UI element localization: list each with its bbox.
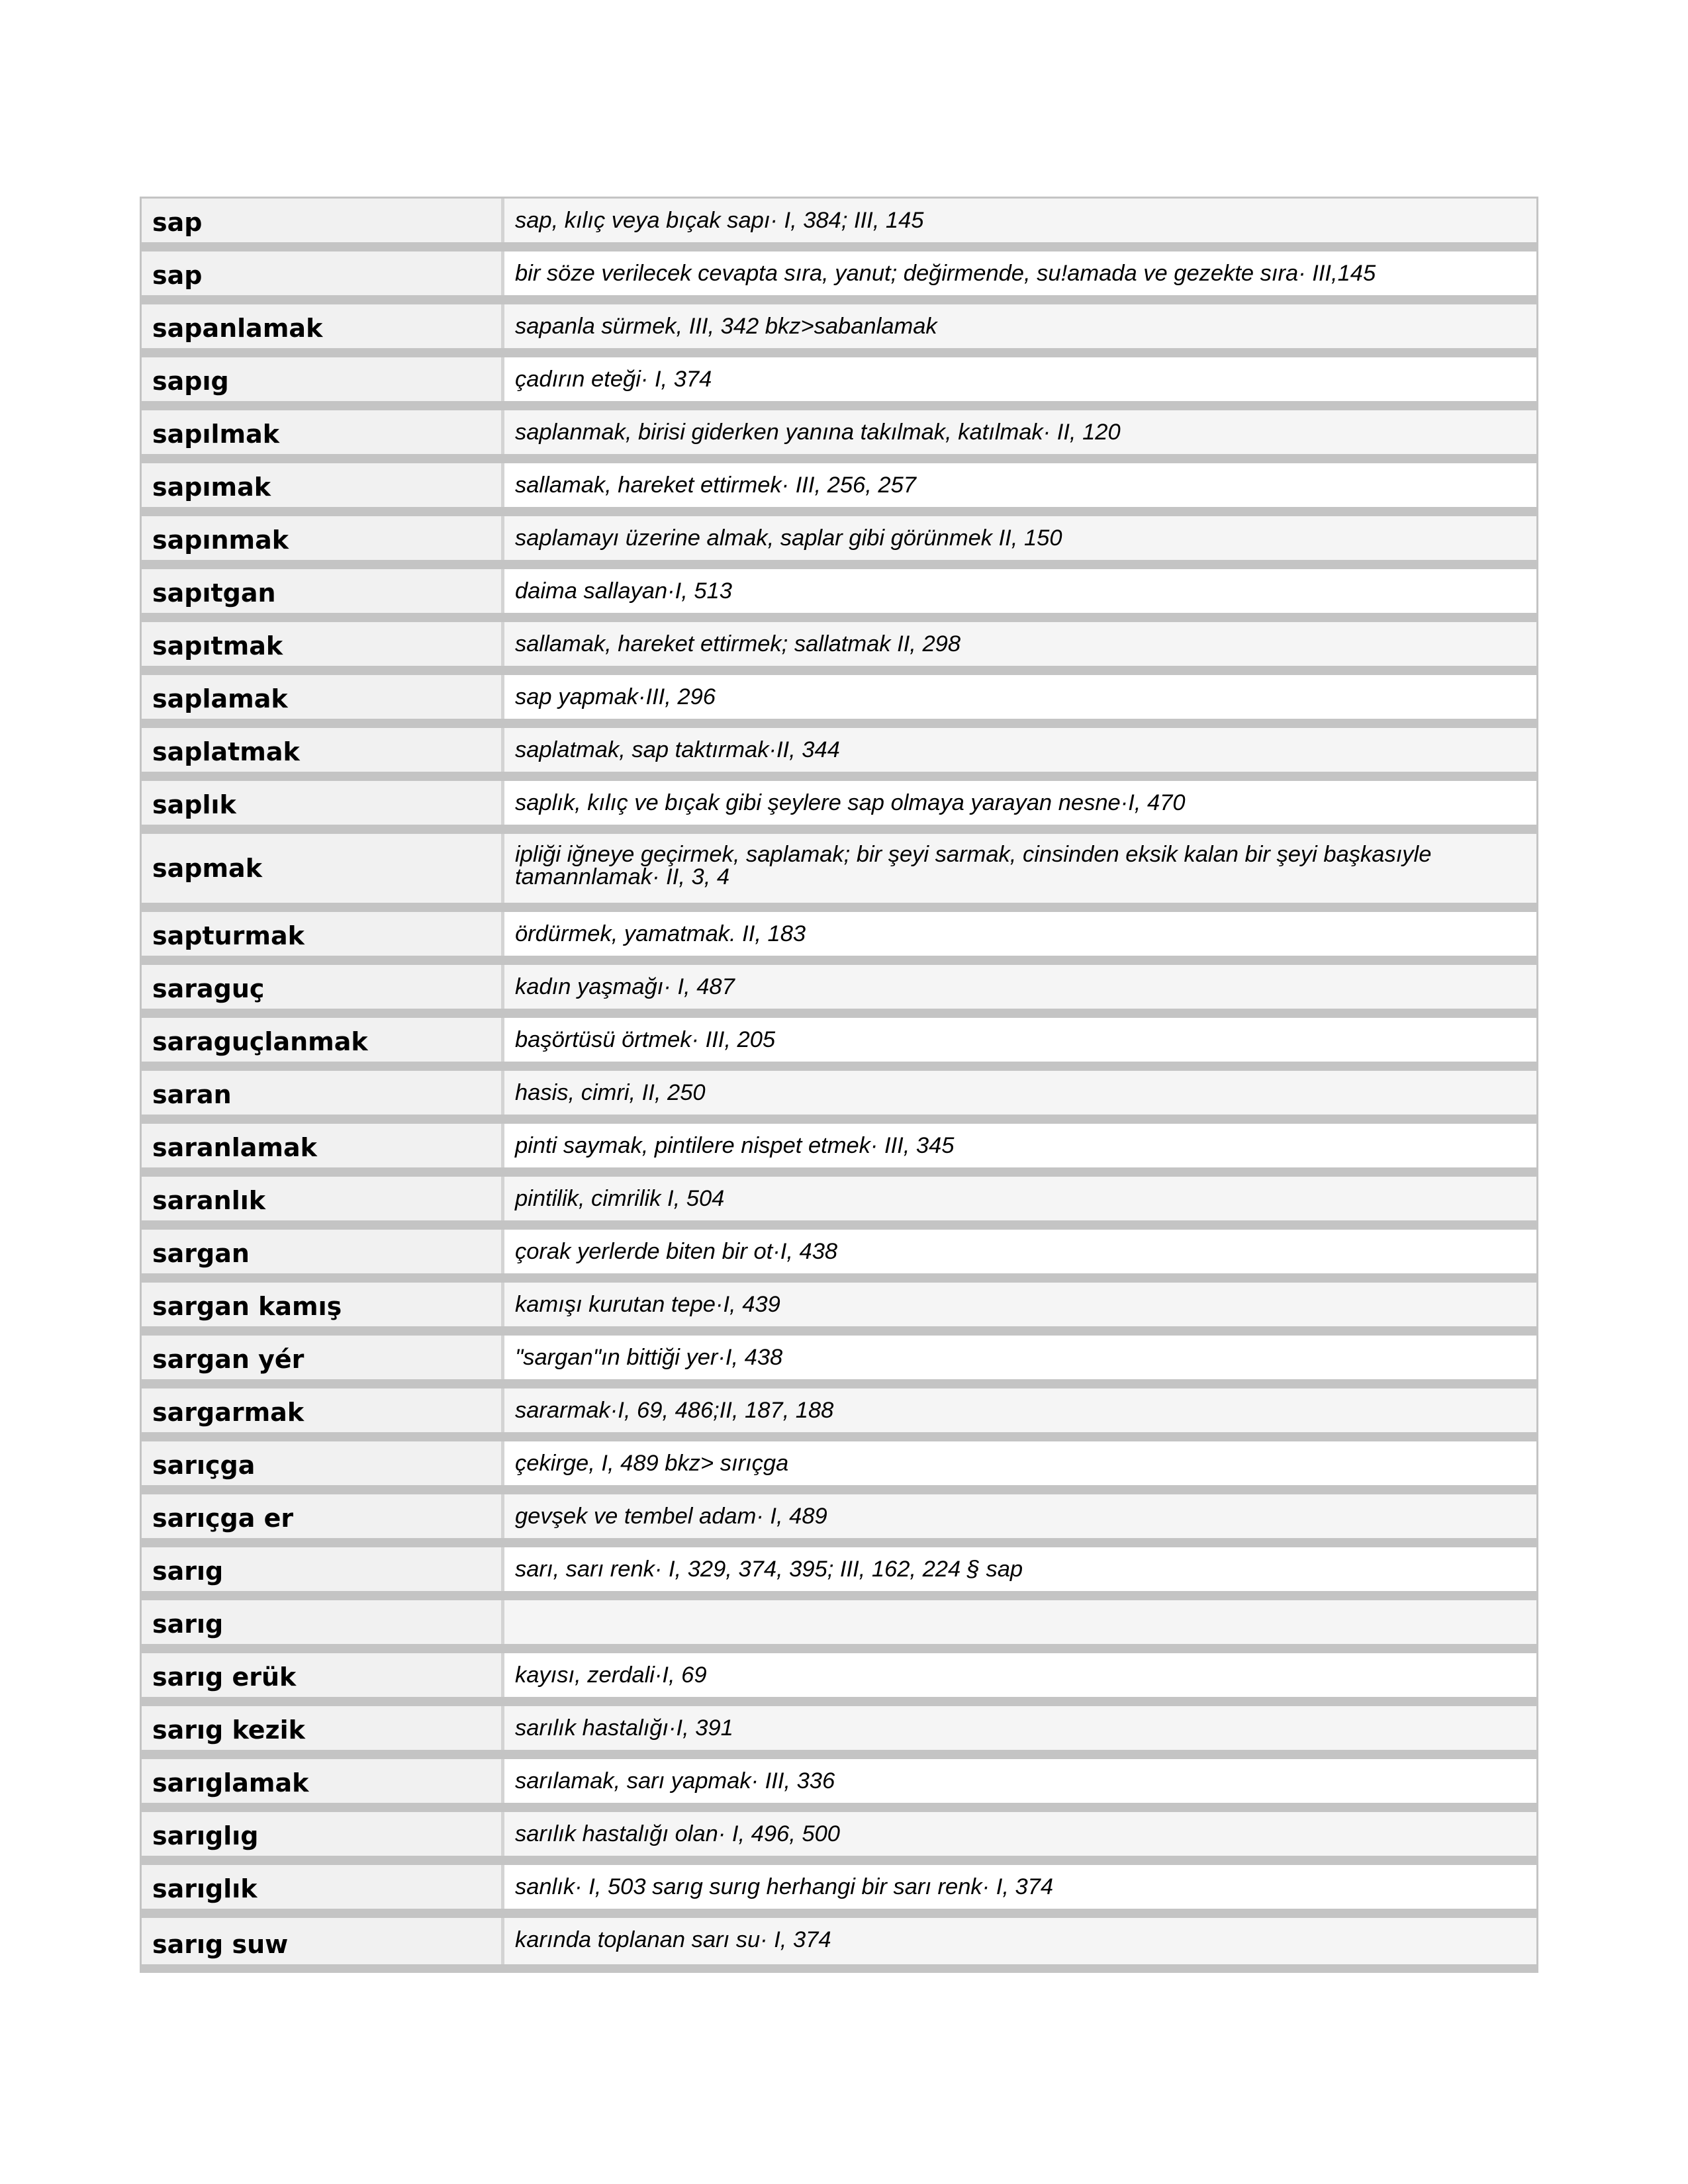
- table-row: [142, 1388, 1536, 1441]
- headword: sapturmak: [142, 912, 504, 956]
- table-row: [142, 516, 1536, 569]
- definition: çadırın eteği· I, 374: [504, 357, 1536, 401]
- table-row: [142, 357, 1536, 410]
- definition: sanlık· I, 503 sarıg surıg herhangi bir sarı renk· I, 374: [504, 1865, 1536, 1909]
- headword: sapanlamak: [142, 304, 504, 348]
- table-row: [142, 199, 1536, 251]
- definition: ördürmek, yamatmak. II, 183: [504, 912, 1536, 956]
- table-row: [142, 304, 1536, 357]
- table-row: [142, 463, 1536, 516]
- definition: sallamak, hareket ettirmek; sallatmak II, 298: [504, 622, 1536, 666]
- table-row: [142, 1283, 1536, 1336]
- definition: başörtüsü örtmek· III, 205: [504, 1018, 1536, 1062]
- headword: sarıglık: [142, 1865, 504, 1909]
- headword: sapmak: [142, 834, 504, 903]
- table-row: [142, 1124, 1536, 1177]
- table-row: [142, 912, 1536, 965]
- definition: kadın yaşmağı· I, 487: [504, 965, 1536, 1009]
- table-row: [142, 1177, 1536, 1230]
- definition: sallamak, hareket ettirmek· III, 256, 257: [504, 463, 1536, 507]
- definition: sapanla sürmek, III, 342 bkz>sabanlamak: [504, 304, 1536, 348]
- headword: saranlamak: [142, 1124, 504, 1167]
- headword: sarıglamak: [142, 1759, 504, 1803]
- headword: sargan: [142, 1230, 504, 1273]
- definition: gevşek ve tembel adam· I, 489: [504, 1494, 1536, 1538]
- table-row: [142, 1865, 1536, 1918]
- definition: pinti saymak, pintilere nispet etmek· III, 345: [504, 1124, 1536, 1167]
- definition: saplık, kılıç ve bıçak gibi şeylere sap olmaya yarayan nesne·I, 470: [504, 781, 1536, 825]
- headword: sapınmak: [142, 516, 504, 560]
- headword: sarıçga er: [142, 1494, 504, 1538]
- headword: sargarmak: [142, 1388, 504, 1432]
- table-row: [142, 965, 1536, 1018]
- table-row: [142, 1230, 1536, 1283]
- headword: saplamak: [142, 675, 504, 719]
- table-row: [142, 1071, 1536, 1124]
- headword: sargan yér: [142, 1336, 504, 1379]
- definition: "sargan"ın bittiği yer·I, 438: [504, 1336, 1536, 1379]
- definition: saplamayı üzerine almak, saplar gibi görünmek II, 150: [504, 516, 1536, 560]
- table-row: [142, 1018, 1536, 1071]
- table-row: [142, 251, 1536, 304]
- table-row: [142, 1600, 1536, 1653]
- dictionary-table: [140, 197, 1538, 1973]
- definition: sarılık hastalığı olan· I, 496, 500: [504, 1812, 1536, 1856]
- table-row: [142, 1494, 1536, 1547]
- table-row: [142, 1918, 1536, 1971]
- definition: kamışı kurutan tepe·I, 439: [504, 1283, 1536, 1326]
- definition: çekirge, I, 489 bkz> sırıçga: [504, 1441, 1536, 1485]
- table-row: [142, 1547, 1536, 1600]
- definition: sararmak·I, 69, 486;II, 187, 188: [504, 1388, 1536, 1432]
- definition: [504, 1600, 1536, 1644]
- headword: sapıtmak: [142, 622, 504, 666]
- headword: sapıtgan: [142, 569, 504, 613]
- headword: sarıg suw: [142, 1918, 504, 1964]
- definition: daima sallayan·I, 513: [504, 569, 1536, 613]
- headword: sarıg kezik: [142, 1706, 504, 1750]
- headword: saplatmak: [142, 728, 504, 772]
- table-row: [142, 1441, 1536, 1494]
- definition: sarılık hastalığı·I, 391: [504, 1706, 1536, 1750]
- definition: sap yapmak·III, 296: [504, 675, 1536, 719]
- headword: sapılmak: [142, 410, 504, 454]
- headword: saraguç: [142, 965, 504, 1009]
- headword: sargan kamış: [142, 1283, 504, 1326]
- table-row: [142, 1812, 1536, 1865]
- headword: saplık: [142, 781, 504, 825]
- headword: sarıg erük: [142, 1653, 504, 1697]
- table-row: [142, 1336, 1536, 1388]
- definition: çorak yerlerde biten bir ot·I, 438: [504, 1230, 1536, 1273]
- definition: saplatmak, sap taktırmak·II, 344: [504, 728, 1536, 772]
- definition: saplanmak, birisi giderken yanına takılmak, katılmak· II, 120: [504, 410, 1536, 454]
- table-row: [142, 834, 1536, 912]
- headword: saraguçlanmak: [142, 1018, 504, 1062]
- table-row: [142, 728, 1536, 781]
- definition: ipliği iğneye geçirmek, saplamak; bir şeyi sarmak, cinsinden eksik kalan bir şeyi başkasıyle tamannlamak· II, 3, 4: [504, 834, 1536, 903]
- definition: kayısı, zerdali·I, 69: [504, 1653, 1536, 1697]
- table-row: [142, 1653, 1536, 1706]
- definition: karında toplanan sarı su· I, 374: [504, 1918, 1536, 1964]
- definition: bir söze verilecek cevapta sıra, yanut; değirmende, su!amada ve gezekte sıra· III,145: [504, 251, 1536, 295]
- table-row: [142, 1759, 1536, 1812]
- headword: sapıg: [142, 357, 504, 401]
- table-row: [142, 622, 1536, 675]
- headword: sarıg: [142, 1600, 504, 1644]
- headword: sapımak: [142, 463, 504, 507]
- table-row: [142, 410, 1536, 463]
- table-row: [142, 569, 1536, 622]
- table-row: [142, 781, 1536, 834]
- headword: sarıglıg: [142, 1812, 504, 1856]
- definition: sarılamak, sarı yapmak· III, 336: [504, 1759, 1536, 1803]
- definition: pintilik, cimrilik I, 504: [504, 1177, 1536, 1220]
- headword: sap: [142, 251, 504, 295]
- headword: sarıçga: [142, 1441, 504, 1485]
- headword: sap: [142, 199, 504, 242]
- definition: sarı, sarı renk· I, 329, 374, 395; III, 162, 224 § sap: [504, 1547, 1536, 1591]
- headword: saran: [142, 1071, 504, 1115]
- headword: sarıg: [142, 1547, 504, 1591]
- definition: sap, kılıç veya bıçak sapı· I, 384; III, 145: [504, 199, 1536, 242]
- table-row: [142, 1706, 1536, 1759]
- definition: hasis, cimri, II, 250: [504, 1071, 1536, 1115]
- table-row: [142, 675, 1536, 728]
- headword: saranlık: [142, 1177, 504, 1220]
